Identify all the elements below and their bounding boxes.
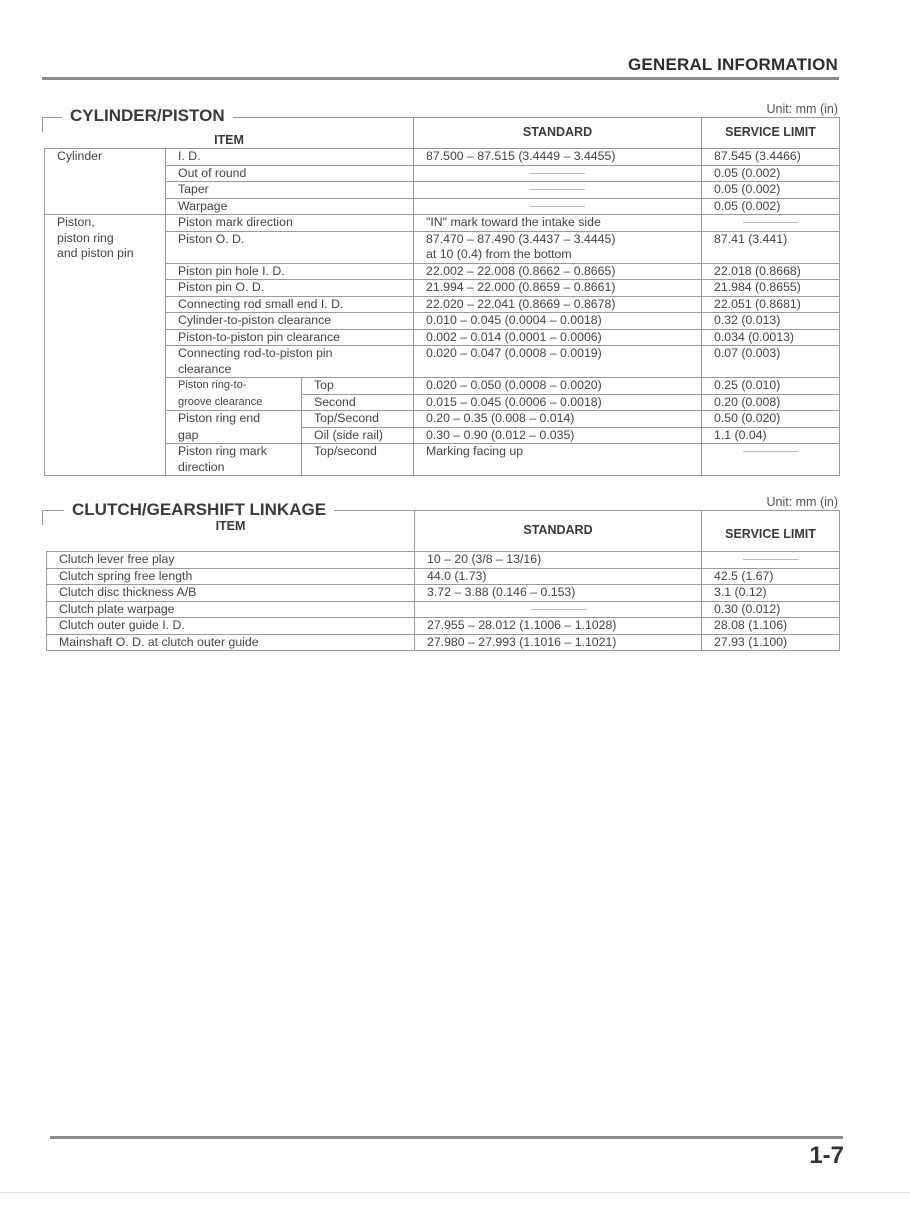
standard-value [414, 165, 702, 182]
sub-item-label: Top/Second [302, 411, 414, 428]
not-applicable-dash [530, 206, 585, 207]
item-label: Piston pin O. D. [166, 280, 414, 297]
limit-value: 0.05 (0.002) [702, 182, 840, 199]
cylinder-piston-title: CYLINDER/PISTON [62, 106, 233, 126]
not-applicable-dash [743, 559, 798, 560]
item-label: Clutch outer guide I. D. [47, 618, 415, 635]
limit-value: 0.05 (0.002) [702, 165, 840, 182]
standard-value: 21.994 – 22.000 (0.8659 – 0.8661) [414, 280, 702, 297]
sub-item-label: Top [302, 378, 414, 395]
limit-value [702, 552, 840, 569]
item-line: Piston ring mark [178, 444, 267, 458]
item-label: Piston mark direction [166, 215, 414, 232]
standard-value: 44.0 (1.73) [415, 568, 702, 585]
item-line: clearance [178, 361, 232, 376]
section-header-title: GENERAL INFORMATION [628, 55, 838, 74]
cylinder-piston-unit: Unit: mm (in) [766, 102, 838, 116]
standard-value: 0.020 – 0.050 (0.0008 – 0.0020) [414, 378, 702, 395]
limit-value: 42.5 (1.67) [702, 568, 840, 585]
not-applicable-dash [531, 609, 586, 610]
item-line: direction [178, 459, 225, 474]
item-label: gap [166, 427, 302, 444]
standard-line: 87.470 – 87.490 (3.4437 – 3.4445) [426, 231, 616, 246]
not-applicable-dash [743, 451, 798, 452]
sub-item-label: Oil (side rail) [302, 427, 414, 444]
item-label [166, 444, 302, 476]
limit-value: 0.32 (0.013) [702, 313, 840, 330]
standard-value: 0.20 – 0.35 (0.008 – 0.014) [414, 411, 702, 428]
item-label: Cylinder-to-piston clearance [166, 313, 414, 330]
limit-value: 0.30 (0.012) [702, 601, 840, 618]
table-row [45, 215, 840, 232]
standard-value: 0.002 – 0.014 (0.0001 – 0.0006) [414, 329, 702, 346]
standard-value: 22.020 – 22.041 (0.8669 – 0.8678) [414, 296, 702, 313]
col-header-standard: STANDARD [414, 118, 702, 149]
table-row [47, 585, 840, 602]
limit-value [702, 215, 840, 232]
item-label: Piston pin hole I. D. [166, 263, 414, 280]
item-label [166, 346, 414, 378]
limit-value [702, 444, 840, 476]
limit-value: 1.1 (0.04) [702, 427, 840, 444]
item-label: Piston ring end [166, 411, 302, 428]
sub-item-label: Second [302, 394, 414, 411]
group-cylinder: Cylinder [45, 149, 166, 215]
limit-value: 0.50 (0.020) [702, 411, 840, 428]
standard-value: 22.002 – 22.008 (0.8662 – 0.8665) [414, 263, 702, 280]
limit-value: 0.05 (0.002) [702, 198, 840, 215]
item-label: Clutch spring free length [47, 568, 415, 585]
standard-value: 0.020 – 0.047 (0.0008 – 0.0019) [414, 346, 702, 378]
standard-value [414, 182, 702, 199]
col-header-item: ITEM [45, 118, 414, 149]
footer-rule [50, 1136, 843, 1139]
not-applicable-dash [530, 173, 585, 174]
item-label: Out of round [166, 165, 414, 182]
frame-corner [42, 510, 43, 525]
table-row [47, 634, 840, 651]
limit-value: 0.07 (0.003) [702, 346, 840, 378]
standard-value [415, 601, 702, 618]
not-applicable-dash [530, 189, 585, 190]
group-piston-line: piston ring [57, 230, 114, 245]
standard-value: 27.980 – 27.993 (1.1016 – 1.1021) [415, 634, 702, 651]
item-line: Connecting rod-to-piston pin [178, 346, 333, 360]
standard-value [414, 231, 702, 263]
standard-value: 0.015 – 0.045 (0.0006 – 0.0018) [414, 394, 702, 411]
standard-value: 27.955 – 28.012 (1.1006 – 1.1028) [415, 618, 702, 635]
col-header-item: ITEM [47, 511, 415, 552]
col-header-service-limit: SERVICE LIMIT [702, 118, 840, 149]
clutch-unit: Unit: mm (in) [766, 495, 838, 509]
table-row [47, 618, 840, 635]
table-row [47, 568, 840, 585]
item-label: I. D. [166, 149, 414, 166]
item-label: Piston O. D. [166, 231, 414, 263]
limit-value: 22.018 (0.8668) [702, 263, 840, 280]
limit-value: 27.93 (1.100) [702, 634, 840, 651]
item-label: Connecting rod small end I. D. [166, 296, 414, 313]
clutch-table [46, 510, 840, 651]
col-header-standard: STANDARD [415, 511, 702, 552]
scan-artifact-line [0, 1192, 910, 1193]
table-row [47, 601, 840, 618]
limit-value: 0.034 (0.0013) [702, 329, 840, 346]
table-row [47, 552, 840, 569]
standard-value: Marking facing up [414, 444, 702, 476]
limit-value: 0.20 (0.008) [702, 394, 840, 411]
limit-value: 87.545 (3.4466) [702, 149, 840, 166]
limit-value: 3.1 (0.12) [702, 585, 840, 602]
limit-value: 28.08 (1.106) [702, 618, 840, 635]
sub-item-label: Top/second [302, 444, 414, 476]
limit-value: 87.41 (3.441) [702, 231, 840, 263]
item-label: Clutch plate warpage [47, 601, 415, 618]
standard-value: 0.30 – 0.90 (0.012 – 0.035) [414, 427, 702, 444]
table-row [45, 149, 840, 166]
item-label: groove clearance [166, 394, 302, 411]
item-label: Clutch disc thickness A/B [47, 585, 415, 602]
standard-value: "IN" mark toward the intake side [414, 215, 702, 232]
clutch-title: CLUTCH/GEARSHIFT LINKAGE [64, 500, 334, 520]
item-label: Piston-to-piston pin clearance [166, 329, 414, 346]
header-rule [42, 77, 839, 80]
col-header-service-limit: SERVICE LIMIT [702, 511, 840, 552]
item-label: Mainshaft O. D. at clutch outer guide [47, 634, 415, 651]
not-applicable-dash [743, 222, 798, 223]
item-label: Clutch lever free play [47, 552, 415, 569]
standard-value: 87.500 – 87.515 (3.4449 – 3.4455) [414, 149, 702, 166]
group-piston [45, 215, 166, 476]
limit-value: 22.051 (0.8681) [702, 296, 840, 313]
cylinder-piston-table [44, 117, 840, 476]
standard-value [414, 198, 702, 215]
limit-value: 0.25 (0.010) [702, 378, 840, 395]
limit-value: 21.984 (0.8655) [702, 280, 840, 297]
item-label: Warpage [166, 198, 414, 215]
page-number: 1-7 [809, 1142, 844, 1169]
group-piston-line: and piston pin [57, 246, 134, 260]
standard-value: 0.010 – 0.045 (0.0004 – 0.0018) [414, 313, 702, 330]
item-label: Taper [166, 182, 414, 199]
group-piston-line: Piston, [57, 215, 95, 229]
standard-value: 10 – 20 (3/8 – 13/16) [415, 552, 702, 569]
standard-value: 3.72 – 3.88 (0.146 – 0.153) [415, 585, 702, 602]
item-label: Piston ring-to- [166, 378, 302, 395]
standard-line: at 10 (0.4) from the bottom [426, 247, 572, 261]
frame-corner [42, 117, 43, 132]
